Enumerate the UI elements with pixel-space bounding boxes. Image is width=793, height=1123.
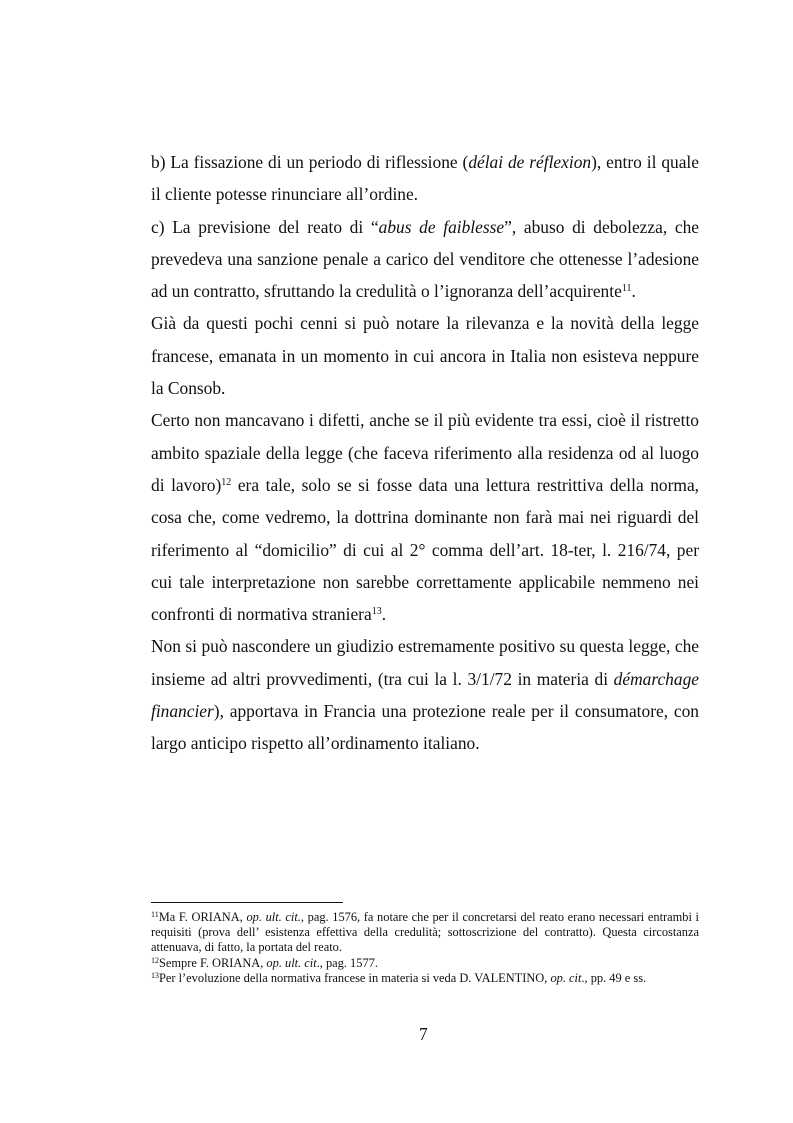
footnote-13 [151,971,699,986]
page-number: 7 [419,1024,428,1044]
paragraph-b-text-b: ), entro il quale il cliente potesse rinunciare all’ordine. [151,152,699,205]
paragraph-gia-text: Già da questi pochi cenni si può notare la rilevanza e la novità della legge francese, emanata in un momento in cui ancora in Italia non esisteva neppure la Consob. [151,313,699,399]
footnotes [151,910,699,986]
footnote-number: 13 [151,970,159,980]
footnote-italic: op. ult. cit [266,955,317,970]
footnote-italic: op. ult. cit., [246,910,304,924]
footnote-text-a: Per l’evoluzione della normativa francese in materia si veda D. VALENTINO, [159,970,551,985]
footnote-ref-11: 11 [621,283,632,295]
paragraph-c-text-a: c) La previsione del reato di “ [151,216,379,237]
paragraph-non-text-b: ), apportava in Francia una protezione reale per il consumatore, con largo anticipo rispetto all’ordinamento italiano. [151,701,699,754]
footnote-number: 12 [151,955,159,965]
paragraph-c-text-b: ”, abuso di debolezza, che prevedeva una sanzione penale a carico del venditore che ottenesse l’adesione ad un contratto, sfruttando la credulità o l’ignoranza dell’acquirente [151,216,699,302]
footnote-text-a: Ma F. ORIANA, [158,910,247,924]
paragraph-non-text-a: Non si può nascondere un giudizio estremamente positivo su questa legge, che insieme ad altri provvedimenti, (tra cui la l. 3/1/72 in materia di [151,636,699,689]
paragraph-certo-text-c: . [381,604,387,625]
paragraph-gia [151,307,699,404]
paragraph-certo [151,404,699,630]
footnote-text-a: Sempre F. ORIANA, [159,955,267,970]
footnote-number: 11 [151,910,159,919]
footnote-11 [151,910,699,956]
paragraph-b-italic: délai de réflexion [468,152,592,172]
paragraph-certo-text-b: era tale, solo se si fosse data una lettura restrittiva della norma, cosa che, come vedremo, la dottrina dominante non farà mai nei riguardi del riferimento al “domicilio” di cui al 2° comma dell’art. 18-ter, l. 216/74, per cui tale interpretazione non sarebbe correttamente applicabile nemmeno nei confronti di normativa straniera [151,474,700,625]
footnote-text-b: ., pag. 1577. [316,955,378,970]
paragraph-c-italic: abus de faiblesse [378,216,505,237]
footnote-12 [151,956,699,971]
paragraph-certo-text-a: Certo non mancavano i difetti, anche se il più evidente tra essi, cioè il ristretto ambito spaziale della legge (che faceva riferimento alla residenza od al luogo di lavoro) [151,410,699,495]
paragraph-non-italic: démarchage financier [151,668,699,722]
footnote-text-b: pag. 1576, fa notare che per il concretarsi del reato erano necessari entrambi i requisiti (prova dell’ esistenza effettiva della credulità; sottoscrizione del contratto). Questa circostanza attenuava, di fatto, la portata del reato. [151,910,699,955]
paragraph-c-text-c: . [631,281,636,302]
main-text [151,146,699,760]
footnote-separator [151,902,343,903]
footnote-italic: op. cit [550,970,582,985]
paragraph-c [151,211,699,308]
footnote-text-b: ., pp. 49 e ss. [581,970,647,985]
footnote-ref-13: 13 [371,606,382,618]
paragraph-b [151,146,699,211]
footnote-ref-12: 12 [221,476,232,488]
paragraph-b-text-a: b) La fissazione di un periodo di riflessione ( [151,152,469,172]
paragraph-non [151,630,699,759]
